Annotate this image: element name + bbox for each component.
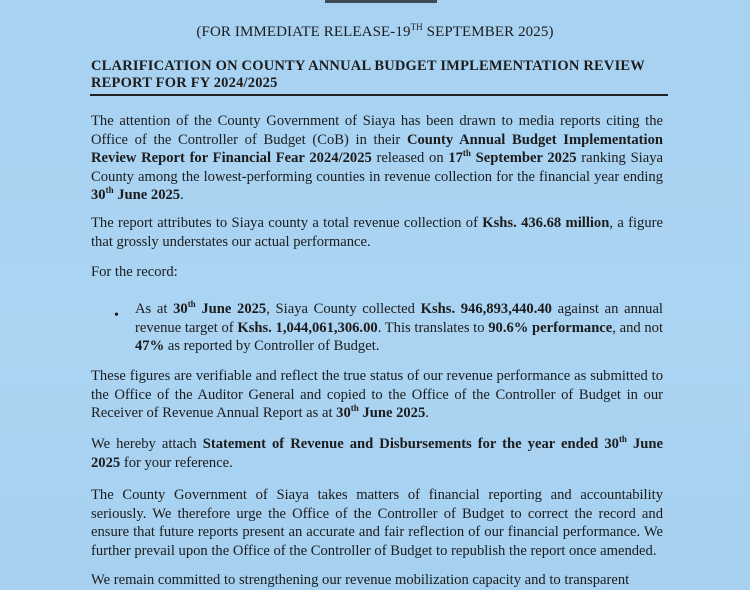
bullet-text-c: , Siaya County collected — [266, 301, 421, 317]
p1-date-rest: September 2025 — [470, 150, 577, 167]
p1-date-day: 17 — [448, 150, 463, 167]
release-suffix: SEPTEMBER 2025) — [422, 24, 554, 40]
paragraph-attention — [91, 112, 663, 205]
p2-text-a: The report attributes to Siaya county a total revenue collection of — [91, 215, 483, 231]
p3-text: For the record: — [91, 264, 178, 280]
bullet-text-k: as reported by Controller of Budget. — [164, 338, 380, 355]
bullet-dot: • — [114, 308, 119, 323]
document-heading — [91, 58, 671, 92]
release-line — [0, 22, 750, 41]
p1-text-e: ranking Siaya County among the lowest-performing counties in revenue collection for the financial year ending — [91, 150, 663, 185]
paragraph-report-attribution — [91, 214, 663, 251]
bullet-cob-percent: 47% — [135, 338, 165, 355]
p1-fy-rest: June 2025 — [113, 187, 181, 204]
bullet-text-g: . This translates to — [377, 319, 489, 336]
paragraph-verifiable — [91, 367, 663, 423]
heading-line-1: CLARIFICATION ON COUNTY ANNUAL BUDGET IMPLEMENTATION REVIEW — [91, 58, 645, 74]
p4-text-a: These figures are verifiable and reflect the true status of our revenue performance as submitted to the Office of the Auditor General and copied to the Office of the Controller of Budget in our Receiver of Revenue Annual Report as at — [91, 368, 663, 422]
p1-text-a: The attention of the County Government of Siaya has been drawn to media reports citing the Office of the Controller of Budget (CoB) in their — [91, 113, 663, 148]
p1-release-date — [448, 150, 576, 166]
paragraph-for-the-record — [91, 263, 663, 282]
p4-date-sup: th — [350, 403, 359, 414]
top-edge-mark — [325, 0, 437, 3]
p5-title-sup: th — [618, 434, 627, 445]
bullet-text-e: against an annual revenue target of — [135, 301, 663, 336]
p4-date-day: 30 — [336, 405, 351, 422]
bullet-date-day: 30 — [173, 301, 188, 317]
p4-text-c: . — [425, 405, 429, 422]
p1-report-title: County Annual Budget Implementation Review Report for Financial Fear 2024/2025 — [91, 131, 663, 167]
bullet-date — [173, 301, 266, 317]
release-sup: TH — [410, 22, 423, 32]
bullet-text-i: , and not — [612, 319, 664, 336]
p1-fy-end-date — [91, 187, 180, 203]
bullet-target-amount: Kshs. 1,044,061,306.00 — [237, 319, 378, 336]
p1-text-c: released on — [371, 150, 449, 167]
p4-date — [336, 405, 425, 421]
p5-title-text: Statement of Revenue and Disbursements for the year ended 30 — [202, 436, 619, 452]
p1-fy-day: 30 — [91, 187, 106, 204]
p6-text: The County Government of Siaya takes matters of financial reporting and accountability seriously. We therefore urge the Office of the Controller of Budget to correct the record and ensure that future reports present an accurate and fair reflection of our financial performance. We further prevail upon the Office of the Controller of Budget to republish the report once amended. — [91, 487, 663, 559]
p5-title-rest: June 2025 — [91, 436, 663, 471]
bullet-performance: 90.6% performance — [488, 319, 613, 336]
p2-text-c: , a figure that grossly understates our actual performance. — [91, 215, 663, 250]
p1-date-sup: th — [462, 148, 471, 159]
bullet-collected-amount: Kshs. 946,893,440.40 — [420, 301, 552, 317]
paragraph-attachment — [91, 435, 663, 472]
paragraph-accountability — [91, 486, 663, 560]
release-prefix: (FOR IMMEDIATE RELEASE-19 — [196, 24, 411, 40]
p5-text-c: for your reference. — [120, 454, 233, 471]
bullet-revenue-collected — [135, 300, 663, 356]
heading-line-2: REPORT FOR FY 2024/2025 — [91, 75, 278, 91]
heading-underline — [90, 94, 668, 96]
p5-text-a: We hereby attach — [91, 436, 203, 452]
bullet-date-sup: th — [187, 299, 196, 310]
p4-date-rest: June 2025 — [358, 405, 426, 422]
bullet-text-a: As at — [135, 301, 174, 317]
bullet-date-rest: June 2025 — [195, 301, 267, 317]
p2-amount: Kshs. 436.68 million — [482, 215, 610, 231]
paragraph-commitment — [91, 571, 663, 590]
p1-text-g: . — [180, 187, 184, 204]
p7-text: We remain committed to strengthening our revenue mobilization capacity and to transparent — [91, 572, 630, 588]
p1-fy-sup: th — [105, 185, 114, 196]
